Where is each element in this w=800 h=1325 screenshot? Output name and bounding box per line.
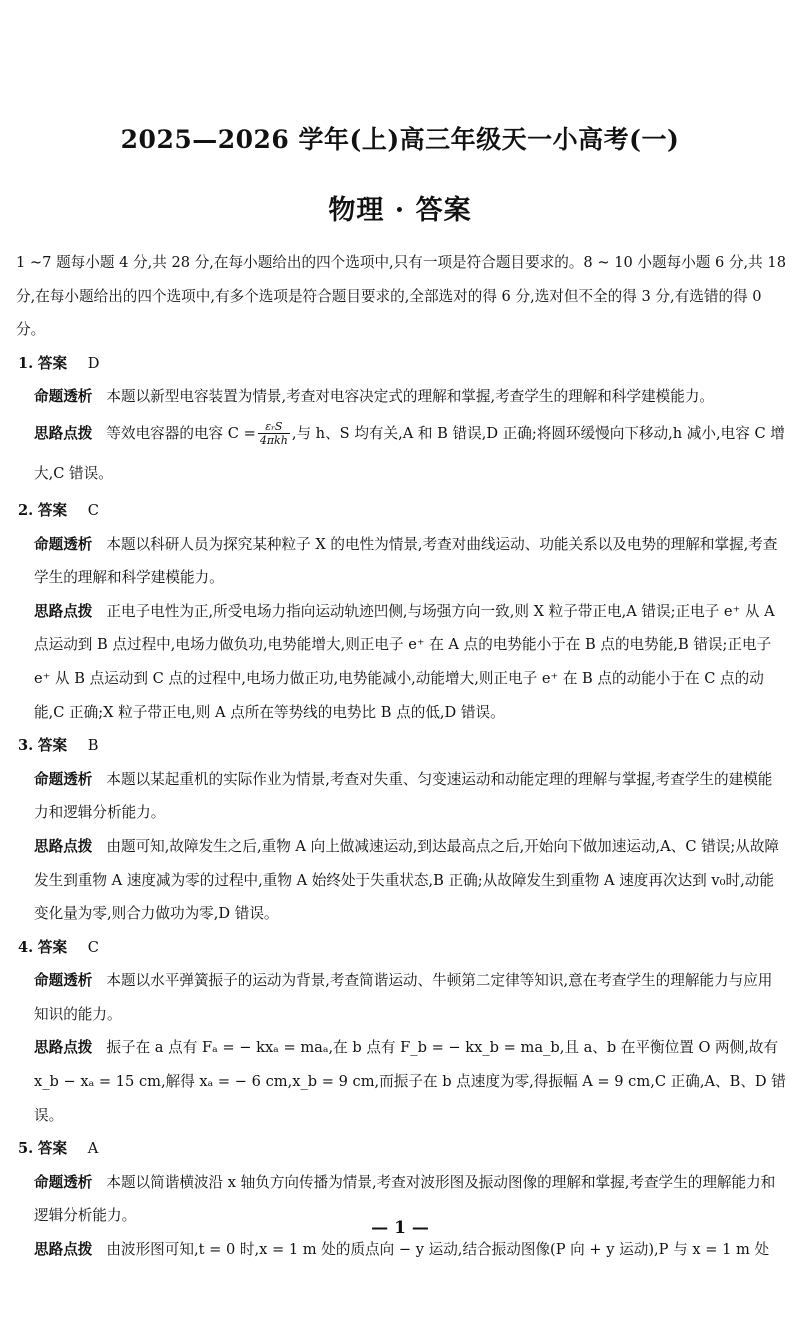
question-2-analysis xyxy=(16,528,786,595)
analysis-label: 命题透析 xyxy=(34,388,93,406)
answer-choice: A xyxy=(87,1140,99,1158)
question-3-hint xyxy=(16,830,786,931)
hint-text: 由题可知,故障发生之后,重物 A 向上做减速运动,到达最高点之后,开始向下做加速运动,A、C 错误;从故障发生到重物 A 速度减为零的过程中,重物 A 始终处于失重状态,B 正确;从故障发生到重物 A 速度再次达到 v₀时,动能变化量为零,则合力做功为零,D 错误。 xyxy=(34,837,780,923)
answer-choice: C xyxy=(87,938,99,956)
analysis-label: 命题透析 xyxy=(34,770,93,788)
question-5-hint xyxy=(16,1233,786,1267)
question-number: 3. xyxy=(18,737,34,755)
hint-text: 正电子电性为正,所受电场力指向运动轨迹凹侧,与场强方向一致,则 X 粒子带正电,A 错误;正电子 e⁺ 从 A 点运动到 B 点过程中,电场力做负功,电势能增大,则正电子 e⁺ 在 A 点的电势能小于在 B 点的电势能,B 错误;正电子 e⁺ 从 B 点运动到 C 点的过程中,电场力做正功,电势能减小,动能增大,则正电子 e⁺ 在 B 点的动能小于在 C 点的动能,C 正确;X 粒子带正电,则 A 点所在等势线的电势比 B 点的低,D 错误。 xyxy=(34,602,775,721)
question-number: 5. xyxy=(18,1140,34,1158)
answer-label: 答案 xyxy=(37,938,68,956)
question-number: 2. xyxy=(18,501,34,519)
question-1-analysis xyxy=(16,380,786,414)
answer-label: 答案 xyxy=(37,354,68,372)
question-4-hint xyxy=(16,1031,786,1132)
hint-label: 思路点拨 xyxy=(34,1039,93,1057)
answer-choice: D xyxy=(87,354,100,372)
question-number: 1. xyxy=(18,354,34,372)
question-2-hint xyxy=(16,595,786,729)
answer-label: 答案 xyxy=(37,1140,68,1158)
page-number: — 1 — xyxy=(371,1218,429,1238)
question-3 xyxy=(16,729,786,931)
analysis-label: 命题透析 xyxy=(34,535,93,553)
question-5-answer-line xyxy=(16,1132,786,1166)
question-1-hint xyxy=(16,414,786,494)
hint-text-after-formula: ,与 h、S 均有关,A 和 B 错误,D 正确;将圆环缓慢向下移动,h 减小,电容 C 增大,C 错误。 xyxy=(34,424,785,482)
question-2 xyxy=(16,494,786,729)
hint-label: 思路点拨 xyxy=(34,1241,93,1259)
exam-subtitle: 物理 · 答案 xyxy=(328,195,472,226)
hint-text: 由波形图可知,t = 0 时,x = 1 m 处的质点向 − y 运动,结合振动图像(P 向 + y 运动),P 与 x = 1 m 处 xyxy=(106,1241,770,1259)
question-4-analysis xyxy=(16,964,786,1031)
question-1-answer-line xyxy=(16,347,786,381)
fraction-denominator: 4πkh xyxy=(259,434,288,448)
analysis-text: 本题以某起重机的实际作业为情景,考查对失重、匀变速运动和动能定理的理解与掌握,考查学生的建模能力和逻辑分析能力。 xyxy=(34,770,773,822)
hint-label: 思路点拨 xyxy=(34,424,93,442)
analysis-label: 命题透析 xyxy=(34,1173,93,1191)
question-4-answer-line xyxy=(16,931,786,965)
answer-label: 答案 xyxy=(37,737,68,755)
hint-label: 思路点拨 xyxy=(34,602,93,620)
question-3-answer-line xyxy=(16,729,786,763)
analysis-label: 命题透析 xyxy=(34,972,93,990)
hint-label: 思路点拨 xyxy=(34,837,93,855)
question-2-answer-line xyxy=(16,494,786,528)
exam-title: 2025—2026 学年(上)高三年级天一小高考(一) xyxy=(120,125,680,154)
answer-choice: B xyxy=(87,737,99,755)
fraction-numerator: εᵣS xyxy=(258,420,290,434)
answer-label: 答案 xyxy=(37,501,68,519)
capacitance-fraction xyxy=(258,420,290,447)
answer-choice: C xyxy=(87,501,99,519)
answer-content xyxy=(16,246,786,1267)
scoring-instructions: 1 ~7 题每小题 4 分,共 28 分,在每小题给出的四个选项中,只有一项是符合题目要求的。8 ~ 10 小题每小题 6 分,共 18 分,在每小题给出的四个选项中,有多个选项是符合题目要求的,全部选对的得 6 分,选对但不全的得 3 分,有选错的得 0 分。 xyxy=(16,254,786,339)
question-number: 4. xyxy=(18,938,34,956)
analysis-text: 本题以科研人员为探究某种粒子 X 的电性为情景,考查对曲线运动、功能关系以及电势的理解和掌握,考查学生的理解和科学建模能力。 xyxy=(34,535,778,587)
question-5 xyxy=(16,1132,786,1266)
question-4 xyxy=(16,931,786,1133)
analysis-text: 本题以新型电容装置为情景,考查对电容决定式的理解和掌握,考查学生的理解和科学建模能力。 xyxy=(106,388,715,406)
question-1 xyxy=(16,347,786,494)
hint-text-before-formula: 等效电容器的电容 C = xyxy=(106,424,256,442)
question-3-analysis xyxy=(16,763,786,830)
hint-text: 振子在 a 点有 Fₐ = − kxₐ = maₐ,在 b 点有 F_b = − kx_b = ma_b,且 a、b 在平衡位置 O 两侧,故有 x_b − xₐ = 15 cm,解得 xₐ = − 6 cm,x_b = 9 cm,而振子在 b 点速度为零,得振幅 A = 9 cm,C 正确,A、B、D 错误。 xyxy=(34,1039,786,1124)
analysis-text: 本题以简谐横波沿 x 轴负方向传播为情景,考查对波形图及振动图像的理解和掌握,考查学生的理解能力和逻辑分析能力。 xyxy=(34,1173,776,1225)
analysis-text: 本题以水平弹簧振子的运动为背景,考查简谐运动、牛顿第二定律等知识,意在考查学生的理解能力与应用知识的能力。 xyxy=(34,972,773,1023)
